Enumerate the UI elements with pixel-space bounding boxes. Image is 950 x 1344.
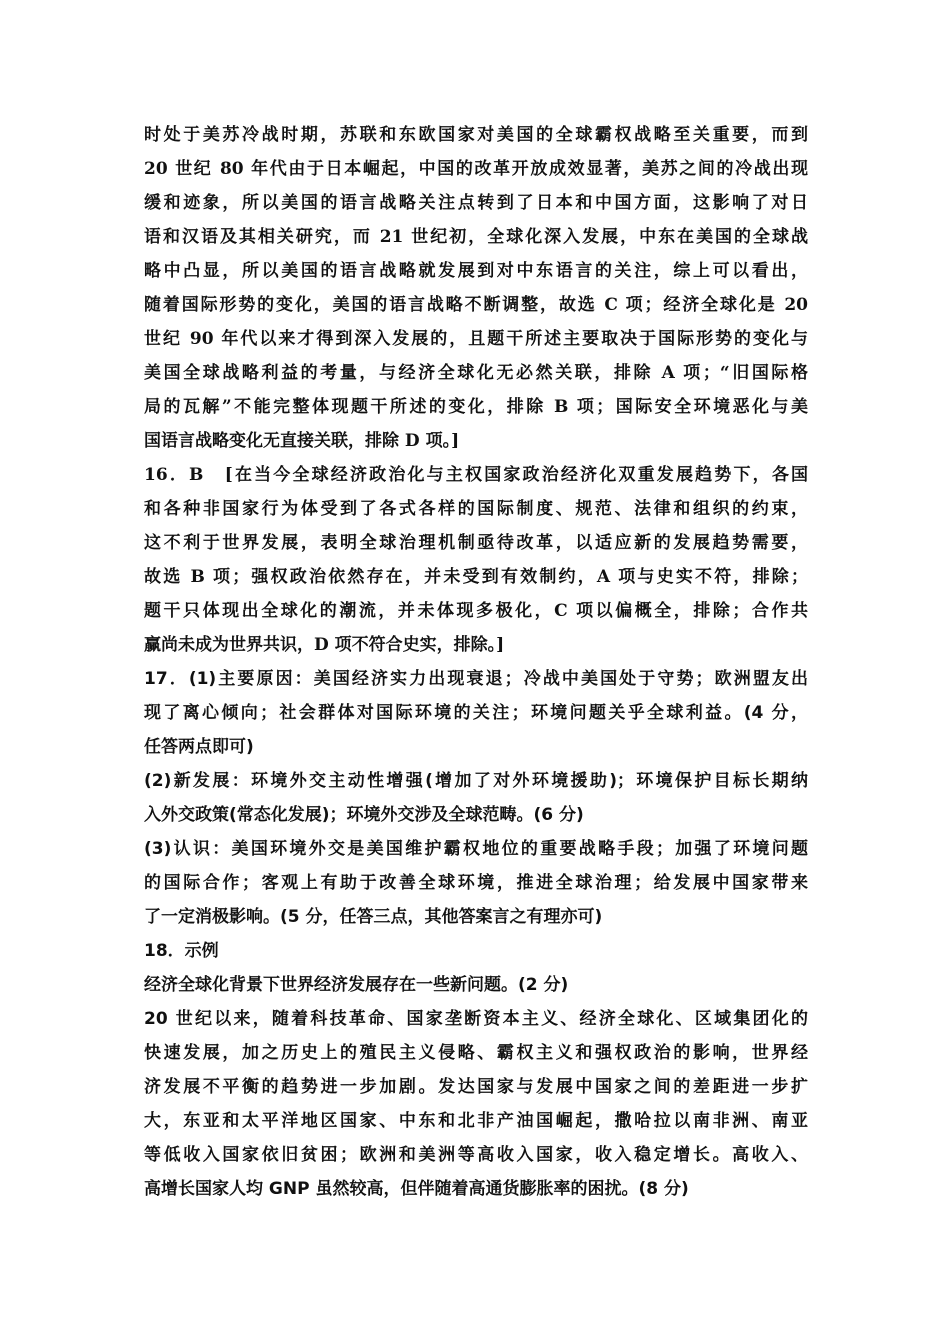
text-line: 故选 B 项；强权政治依然存在，并未受到有效制约，A 项与史实不符，排除； — [144, 567, 808, 587]
text-line: 这不利于世界发展，表明全球治理机制亟待改革，以适应新的发展趋势需要， — [144, 533, 808, 553]
question-17-answer — [144, 662, 808, 934]
text-line: 国语言战略变化无直接关联，排除 D 项。] — [144, 431, 460, 451]
text-line: 经济全球化背景下世界经济发展存在一些新问题。(2 分) — [144, 975, 569, 995]
text-line: (2)新发展：环境外交主动性增强(增加了对外环境援助)；环境保护目标长期纳 — [144, 771, 808, 791]
answer-page — [144, 118, 808, 1206]
question-18-answer — [144, 934, 808, 1206]
text-line: 20 世纪 80 年代由于日本崛起，中国的改革开放成效显著，美苏之间的冷战出现 — [144, 159, 808, 179]
text-line: 时处于美苏冷战时期，苏联和东欧国家对美国的全球霸权战略至关重要，而到 — [144, 125, 808, 145]
text-line: 赢尚未成为世界共识，D 项不符合史实，排除。] — [144, 635, 505, 655]
text-line: 大，东亚和太平洋地区国家、中东和北非产油国崛起，撒哈拉以南非洲、南亚 — [144, 1111, 808, 1131]
text-line: 题干只体现出全球化的潮流，并未体现多极化，C 项以偏概全，排除；合作共 — [144, 601, 808, 621]
text-line: 现了离心倾向；社会群体对国际环境的关注；环境问题关乎全球利益。(4 分， — [144, 703, 808, 723]
text-line: 16．B [在当今全球经济政治化与主权国家政治经济化双重发展趋势下，各国 — [144, 465, 808, 485]
question-16-answer — [144, 458, 808, 662]
text-line: 入外交政策(常态化发展)；环境外交涉及全球范畴。(6 分) — [144, 805, 584, 825]
text-line: 18．示例 — [144, 941, 219, 961]
text-line: 局的瓦解”不能完整体现题干所述的变化，排除 B 项；国际安全环境恶化与美 — [144, 397, 808, 417]
top-paragraph — [144, 118, 808, 458]
text-line: 济发展不平衡的趋势进一步加剧。发达国家与发展中国家之间的差距进一步扩 — [144, 1077, 808, 1097]
text-line: 缓和迹象，所以美国的语言战略关注点转到了日本和中国方面，这影响了对日 — [144, 193, 808, 213]
text-line: 随着国际形势的变化，美国的语言战略不断调整，故选 C 项；经济全球化是 20 — [144, 295, 808, 315]
text-line: 高增长国家人均 GNP 虽然较高，但伴随着高通货膨胀率的困扰。(8 分) — [144, 1179, 689, 1199]
text-line: 世纪 90 年代以来才得到深入发展的，且题干所述主要取决于国际形势的变化与 — [144, 329, 808, 349]
text-line: 任答两点即可) — [144, 737, 254, 757]
text-line: (3)认识：美国环境外交是美国维护霸权地位的重要战略手段；加强了环境问题 — [144, 839, 808, 859]
text-line: 20 世纪以来，随着科技革命、国家垄断资本主义、经济全球化、区域集团化的 — [144, 1009, 808, 1029]
text-line: 了一定消极影响。(5 分，任答三点，其他答案言之有理亦可) — [144, 907, 603, 927]
text-line: 语和汉语及其相关研究，而 21 世纪初，全球化深入发展，中东在美国的全球战 — [144, 227, 808, 247]
text-line: 快速发展，加之历史上的殖民主义侵略、霸权主义和强权政治的影响，世界经 — [144, 1043, 808, 1063]
text-line: 的国际合作；客观上有助于改善全球环境，推进全球治理；给发展中国家带来 — [144, 873, 808, 893]
text-line: 美国全球战略利益的考量，与经济全球化无必然关联，排除 A 项；“旧国际格 — [144, 363, 808, 383]
text-line: 17．(1)主要原因：美国经济实力出现衰退；冷战中美国处于守势；欧洲盟友出 — [144, 669, 808, 689]
text-line: 和各种非国家行为体受到了各式各样的国际制度、规范、法律和组织的约束， — [144, 499, 808, 519]
text-line: 略中凸显，所以美国的语言战略就发展到对中东语言的关注，综上可以看出， — [144, 261, 808, 281]
text-line: 等低收入国家依旧贫困；欧洲和美洲等高收入国家，收入稳定增长。高收入、 — [144, 1145, 808, 1165]
